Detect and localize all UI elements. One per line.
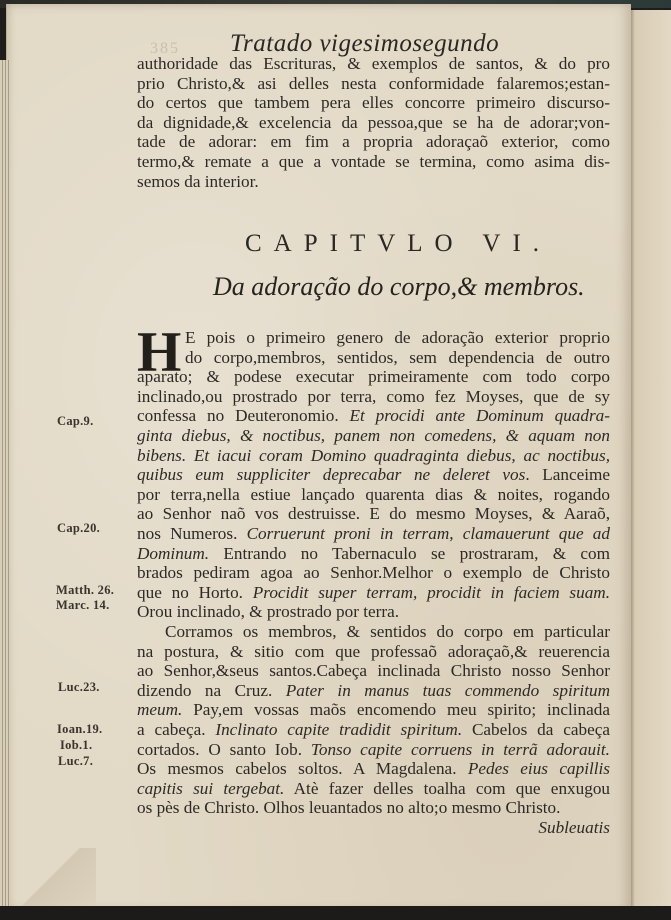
text-line — [137, 661, 610, 681]
text-line — [137, 328, 610, 348]
text-segment: Corramos os membros, & sentidos do corpo em particular — [165, 622, 610, 641]
text-segment: confessa no Deuteronomio. — [137, 406, 350, 426]
text-segment: dizendo na Cruz. — [137, 680, 286, 700]
text-line — [137, 367, 610, 387]
margin-note: Cap.9. — [57, 414, 94, 428]
text-segment: Cabelos da cabeça — [462, 719, 610, 739]
text-line — [137, 563, 610, 583]
text-line — [137, 583, 610, 603]
text-segment: nos Numeros. — [137, 523, 247, 543]
text-line — [137, 642, 610, 662]
text-segment: ao Senhor,&seus santos.Cabeça inclinada Christo nosso Senhor — [137, 661, 610, 681]
text-line — [137, 681, 610, 701]
text-segment: na postura, & sitio com que professaõ adoraçaõ,& reuerencia — [137, 641, 610, 661]
text-segment: E pois o primeiro genero de adoração exterior proprio — [185, 328, 610, 347]
text-line — [137, 524, 610, 544]
text-line: tade de adorar: em fim a propria adoraçaõ exterior, como — [137, 132, 610, 152]
text-segment: Pay,em vossas maõs encomendo meu spirito; inclinada — [182, 700, 610, 720]
text-segment: Entrando no Tabernaculo se prostraram, & com — [209, 543, 610, 563]
text-segment: que no Horto. — [137, 582, 253, 602]
text-line — [137, 798, 610, 818]
margin-note: Luc.7. — [58, 754, 94, 768]
text-line — [137, 544, 610, 564]
text-segment: aparato; & podese executar primeiramente com todo corpo — [137, 367, 610, 387]
text-line — [137, 720, 610, 740]
latin-quotation: capitis sui tergebat. — [137, 778, 285, 798]
facing-page-edge — [628, 10, 671, 906]
text-line — [137, 465, 610, 485]
margin-note: Iob.1. — [60, 738, 93, 752]
text-line — [137, 387, 610, 407]
text-line: da dignidade,& excelencia da pessoa,que se ha de adorar;von- — [137, 112, 610, 132]
ghost-page-number: 385 — [150, 40, 180, 57]
latin-quotation: Procidit super terram, procidit in faciem suam. — [252, 582, 610, 602]
latin-quotation: Corruerunt proni in terram, clamauerunt que ad — [246, 523, 610, 543]
text-line — [137, 446, 610, 466]
text-line — [137, 700, 610, 720]
text-line: termo,& remate a que a vontade se termina, como asima dis- — [137, 151, 610, 171]
text-segment: cortados. O santo Iob. — [137, 739, 311, 759]
page-stack-edge — [0, 60, 10, 920]
latin-quotation: meum. — [137, 700, 183, 720]
text-line — [137, 406, 610, 426]
text-line — [137, 622, 610, 642]
latin-quotation: Dominum. — [137, 543, 210, 563]
text-segment: Orou inclinado, & prostrado por terra. — [137, 602, 400, 622]
text-segment: a cabeça. — [137, 719, 216, 739]
latin-quotation: Et procidi ante Dominum quadra- — [349, 406, 610, 426]
running-head: Tratado vigesimosegundo — [230, 30, 500, 57]
latin-quotation: Pedes eius capillis — [467, 759, 610, 779]
latin-quotation: Tonso capite corruens in terrã adorauit. — [310, 739, 610, 759]
text-line — [137, 740, 610, 760]
text-line: do certos que tambem pera elles concorre primeiro discurso- — [137, 93, 610, 113]
text-line — [137, 348, 610, 368]
second-paragraph — [137, 622, 610, 818]
margin-note: Matth. 26. — [56, 583, 115, 597]
main-paragraph — [137, 321, 610, 622]
text-line — [137, 426, 610, 446]
margin-note: Marc. 14. — [56, 598, 110, 612]
margin-note: Luc.23. — [58, 680, 100, 694]
latin-quotation: bibens. Et iacui coram Domino quadraginta diebus, ac noctibus, — [137, 445, 610, 465]
chapter-subtitle: Da adoração do corpo,& membros. — [213, 272, 585, 301]
margin-note: Ioan.19. — [57, 722, 103, 736]
text-line: authoridade das Escrituras, & exemplos de santos, & do pro — [137, 54, 610, 73]
latin-quotation: Inclinato capite tradidit spiritum. — [215, 719, 463, 739]
text-segment: inclinado,ou prostrado por terra, como fez Moyses, que de sy — [137, 386, 610, 406]
text-segment: . Lanceime — [525, 465, 610, 485]
text-segment: brados pediram agoa ao Senhor.Melhor o exemplo de Christo — [137, 563, 610, 583]
scan-bottom-border — [0, 906, 671, 920]
latin-quotation: ginta diebus, & noctibus, panem non comedens, & aquam non — [137, 425, 610, 445]
text-segment: Os mesmos cabelos soltos. A Magdalena. — [137, 759, 468, 779]
text-line — [137, 504, 610, 524]
chapter-heading: CAPITVLO VI. — [245, 230, 552, 257]
text-segment: por terra,nella estiue lançado quarenta dias & noites, rogando — [137, 484, 610, 504]
catchword: Subleuatis — [538, 818, 610, 837]
catchword-line — [137, 818, 610, 838]
text-line — [137, 779, 610, 799]
text-line — [137, 485, 610, 505]
latin-quotation: Pater in manus tuas commendo spiritum — [285, 680, 610, 700]
text-line — [137, 759, 610, 779]
text-segment: do corpo,membros, sentidos, sem dependencia de outro — [185, 347, 610, 367]
text-segment: ao Senhor naõ vos destruisse. E do mesmo Moyses, & Aaraõ, — [137, 504, 610, 524]
latin-quotation: quibus eum suppliciter deprecabar ne deleret vos — [137, 465, 526, 485]
drop-cap: H — [137, 321, 182, 384]
folded-page-corner — [6, 848, 96, 911]
text-segment: Atè fazer delles toalha com que enxugou — [284, 778, 611, 798]
text-line: semos da interior. — [137, 171, 259, 191]
intro-paragraph — [137, 54, 610, 191]
margin-note: Cap.20. — [57, 521, 101, 535]
text-line — [137, 602, 610, 622]
text-line: prio Christo,& asi delles nesta conformidade falaremos;estan- — [137, 73, 610, 93]
text-segment: os pès de Christo. Olhos leuantados no alto;o mesmo Christo. — [137, 798, 561, 818]
